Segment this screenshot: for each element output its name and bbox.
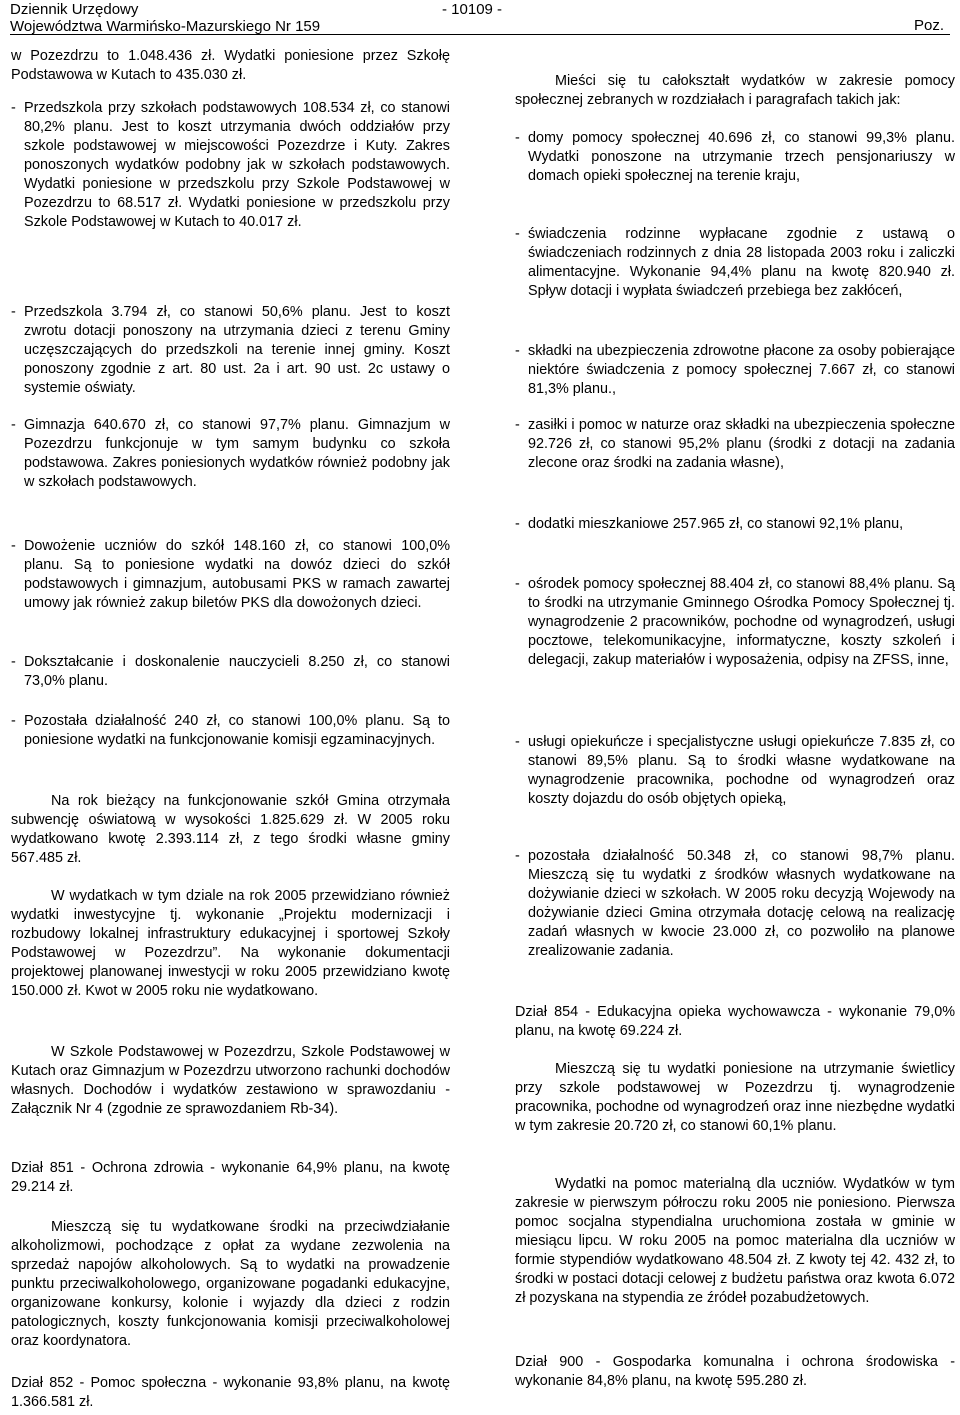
list-item-text: pozostała działalność 50.348 zł, co stanowi 98,7% planu. Mieszczą się tu wydatki z środków własnych wydatkowane na dożywianie dzieci w szkołach. W 2005 roku decyzją Wojewody na dożywianie dzieci Gmina otrzymała dotację celową na realizację zadań własnych w kwocie 23.000 zł, co pozwoliło na planowe zrealizowanie zadania. [528, 848, 955, 959]
paragraph: Dział 851 - Ochrona zdrowia - wykonanie 64,9% planu, na kwotę 29.214 zł. [11, 1160, 450, 1195]
paragraph: Dział 900 - Gospodarka komunalna i ochrona środowiska - wykonanie 84,8% planu, na kwotę 595.280 zł. [515, 1354, 955, 1389]
list-item [515, 733, 955, 809]
list-item [11, 416, 450, 492]
list-item [515, 225, 955, 301]
list-dash: - [11, 100, 16, 116]
paragraph: w Pozezdrzu to 1.048.436 zł. Wydatki poniesione przez Szkołę Podstawowa w Kutach to 435.030 zł. [11, 48, 450, 83]
list-item [515, 515, 955, 534]
paragraph: Wydatki na pomoc materialną dla uczniów. Wydatków w tym zakresie w pierwszym półroczu roku 2005 nie poniesiono. Pierwsza pomoc socjalna stypendialna uruchomiona została w gminie w miesiącu lipcu. W roku 2005 na pomoc materialna dla uczniów w formie stypendiów wydatkowano 48.504 zł. Z kwoty tej 42. 432 zł, to środki w postaci dotacji celowej z budżetu państwa oraz kwota 6.072 zł pozyskana na stypendia ze źródeł pozabudżetowych. [515, 1176, 955, 1306]
list-item-text: Pozostała działalność 240 zł, co stanowi 100,0% planu. Są to poniesione wydatki na funkcjonowanie komisji egzaminacyjnych. [24, 713, 450, 748]
list-dash: - [515, 417, 520, 433]
paragraph: Mieści się tu całokształt wydatków w zakresie pomocy społecznej zebranych w rozdziałach i paragrafach takich jak: [515, 73, 955, 108]
list-item-text: świadczenia rodzinne wypłacane zgodnie z ustawą o świadczeniach rodzinnych z dnia 28 listopada 2003 roku i zaliczki alimentacyjne. Wykonanie 94,4% planu na kwotę 820.940 zł. Spływ dotacji i wypłata świadczeń przebiega bez zakłóceń, [528, 226, 955, 299]
list-dash: - [515, 576, 520, 592]
list-item [515, 847, 955, 961]
journal-name: Dziennik Urzędowy [10, 1, 139, 18]
list-dash: - [11, 417, 16, 433]
paragraph: W wydatkach w tym dziale na rok 2005 przewidziano również wydatki inwestycyjne tj. wykonanie „Projektu modernizacji i rozbudowy lokalnej infrastruktury edukacyjnej i sportowej Szkoły Podstawowej w Pozezdrzu”. Na wykonanie dokumentacji projektowej planowanej inwestycji w roku 2005 przewidziano kwotę 150.000 zł. Kwot w 2005 roku nie wydatkowano. [11, 888, 450, 999]
paragraph: W Szkole Podstawowej w Pozezdrzu, Szkole Podstawowej w Kutach oraz Gimnazjum w Pozezdrzu utworzono rachunki dochodów własnych. Dochodów i wydatków zestawiono w sprawozdaniu - Załącznik Nr 4 (zgodnie ze sprawozdaniem Rb-34). [11, 1044, 450, 1117]
list-item [515, 416, 955, 473]
list-item-text: dodatki mieszkaniowe 257.965 zł, co stanowi 92,1% planu, [528, 516, 904, 532]
list-item [11, 303, 450, 398]
list-dash: - [515, 516, 520, 532]
list-item [515, 342, 955, 399]
page-header [0, 0, 960, 34]
list-item [11, 99, 450, 232]
list-dash: - [11, 713, 16, 729]
paragraph: Dział 852 - Pomoc społeczna - wykonanie 93,8% planu, na kwotę 1.366.581 zł. [11, 1375, 450, 1410]
list-item-text: Przedszkola przy szkołach podstawowych 108.534 zł, co stanowi 80,2% planu. Jest to koszt utrzymania dwóch oddziałów przy szkole podstawowej w miejscowości Pozezdrze i Kuty. Zakres ponoszonych wydatków podobny jak w szkołach podstawowych. Wydatki poniesione w przedszkolu przy Szkole Podstawowej w Pozezdrzu to 68.517 zł. Wydatki poniesione w przedszkolu przy Szkole Podstawowej w Kutach to 40.017 zł. [24, 100, 450, 230]
list-item-text: domy pomocy społecznej 40.696 zł, co stanowi 99,3% planu. Wydatki ponoszone na utrzymanie trzech pensjonariuszy w domach opieki społecznej na terenie kraju, [528, 130, 955, 184]
list-dash: - [11, 654, 16, 670]
list-item-text: Gimnazja 640.670 zł, co stanowi 97,7% planu. Gimnazjum w Pozezdrzu funkcjonuje w tym samym budynku co szkoła podstawowa. Zakres poniesionych wydatków również podobny jak w szkołach podstawowych. [24, 417, 450, 490]
paragraph: Dział 854 - Edukacyjna opieka wychowawcza - wykonanie 79,0% planu, na kwotę 69.224 zł. [515, 1004, 955, 1039]
header-divider [10, 34, 950, 35]
position-label: Poz. [913, 17, 944, 34]
list-item [515, 129, 955, 186]
list-item [11, 537, 450, 613]
list-item-text: usługi opiekuńcze i specjalistyczne usługi opiekuńcze 7.835 zł, co stanowi 89,5% planu. Są to środki własne wydatkowane na wynagrodzenie pracownika, pochodne od wynagrodzeń oraz koszty dojazdu do osób objętych opieką, [528, 734, 955, 807]
list-dash: - [11, 538, 16, 554]
list-item-text: składki na ubezpieczenia zdrowotne płacone za osoby pobierające niektóre świadczenia z pomocy społecznej 7.667 zł, co stanowi 81,3% planu., [528, 343, 955, 397]
list-item-text: Przedszkola 3.794 zł, co stanowi 50,6% planu. Jest to koszt zwrotu dotacji ponoszony na utrzymania dzieci z terenu Gminy uczęszczających do przedszkoli na terenie innej gminy. Koszt ponoszony zgodnie z art. 80 ust. 2a i art. 90 ust. 2c ustawy o systemie oświaty. [24, 304, 450, 396]
page-number: - 10109 - [442, 1, 503, 18]
list-dash: - [515, 130, 520, 146]
list-item-text: ośrodek pomocy społecznej 88.404 zł, co stanowi 88,4% planu. Są to środki na utrzymanie Gminnego Ośrodka Pomocy Społecznej tj. wynagrodzenie 2 pracowników, pochodne od wynagrodzeń, usługi pocztowe, telekomunikacyjne, informatyczne, koszty szkoleń i delegacji, zakup materiałów i wyposażenia, odpisy na ZFSS, inne, [528, 576, 955, 668]
list-dash: - [11, 304, 16, 320]
list-dash: - [515, 848, 520, 864]
journal-region: Województwa Warmińsko-Mazurskiego Nr 159 [10, 18, 321, 35]
paragraph: Mieszczą się tu wydatki poniesione na utrzymanie świetlicy przy szkole podstawowej w Pozezdrzu tj. wynagrodzenie pracownika, pochodne od wynagrodzeń oraz inne niezbędne wydatki w tym zakresie 20.720 zł, co stanowi 60,1% planu. [515, 1061, 955, 1134]
paragraph: Mieszczą się tu wydatkowane środki na przeciwdziałanie alkoholizmowi, pochodzące z opłat za wydane zezwolenia na sprzedaż napojów alkoholowych. Są to wydatki na prowadzenie punktu przeciwalkoholowego, organizowane pogadanki edukacyjne, organizowane konkursy, kolonie i wyjazdy dla dzieci z rodzin patologicznych, koszty funkcjonowania komisji przeciwalkoholowej oraz koordynatora. [11, 1219, 450, 1349]
list-dash: - [515, 734, 520, 750]
list-dash: - [515, 343, 520, 359]
list-item-text: zasiłki i pomoc w naturze oraz składki na ubezpieczenia społeczne 92.726 zł, co stanowi 95,2% planu (środki z dotacji na zadania zlecone oraz środki na zadania własne), [528, 417, 955, 471]
list-dash: - [515, 226, 520, 242]
list-item [11, 712, 450, 750]
paragraph: Na rok bieżący na funkcjonowanie szkół Gmina otrzymała subwencję oświatową w wysokości 1.825.629 zł. W 2005 roku wydatkowano kwotę 2.393.114 zł, z tego środki własne gminy 567.485 zł. [11, 793, 450, 866]
list-item [515, 575, 955, 670]
journal-title [10, 1, 320, 35]
list-item-text: Dokształcanie i doskonalenie nauczycieli 8.250 zł, co stanowi 73,0% planu. [24, 654, 450, 689]
list-item [11, 653, 450, 691]
list-item-text: Dowożenie uczniów do szkół 148.160 zł, co stanowi 100,0% planu. Są to poniesione wydatki na dowóz dzieci do szkół podstawowych i gimnazjum, autobusami PKS w ramach zawartej umowy jak również zakup biletów PKS dla dowożonych dzieci. [24, 538, 450, 611]
